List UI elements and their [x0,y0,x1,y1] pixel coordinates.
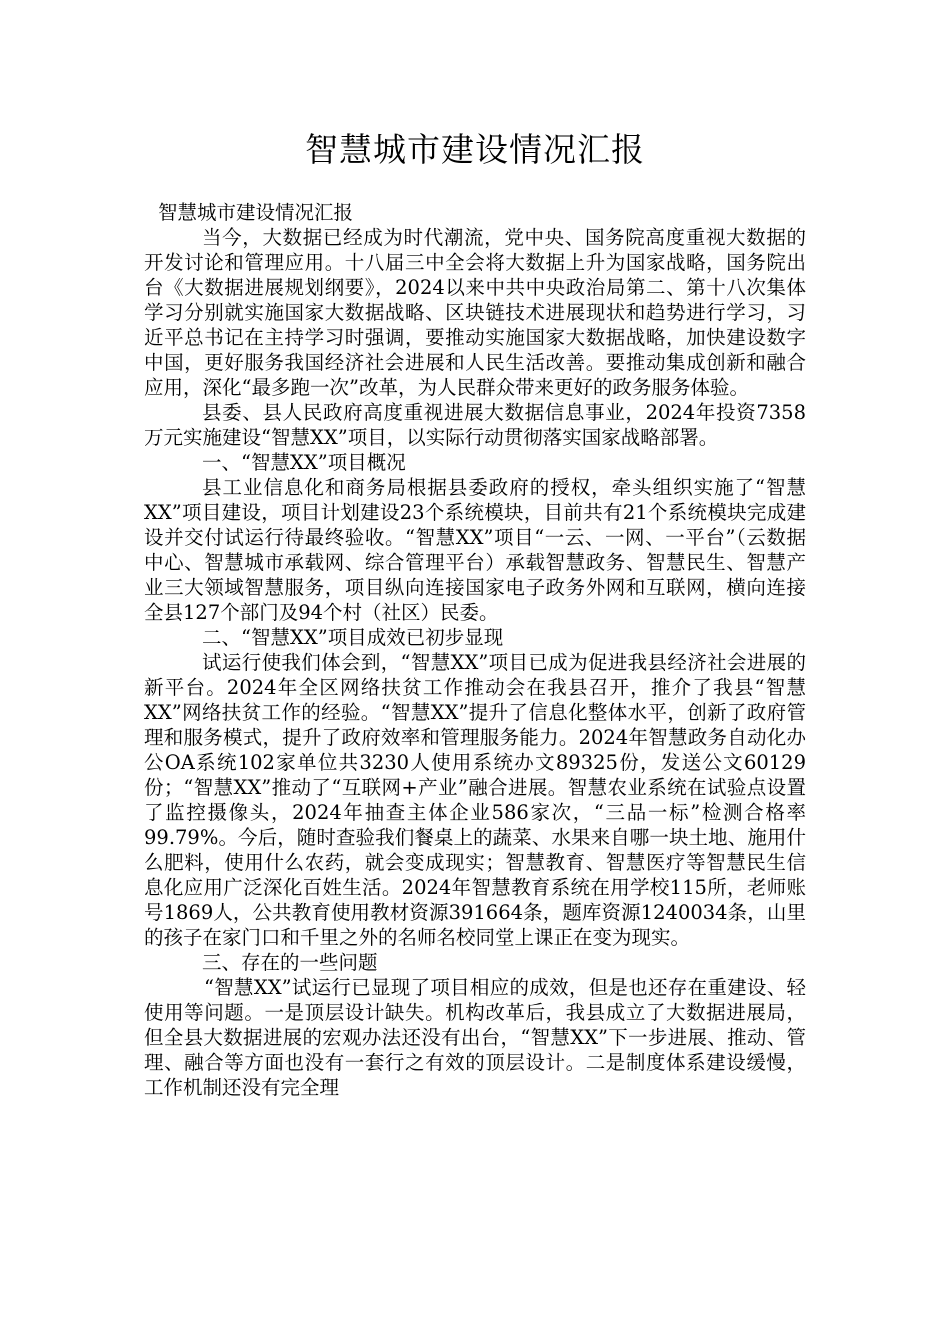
paragraph-problems: “智慧XX”试运行已显现了项目相应的成效，但是也还存在重建设、轻使用等问题。一是顶层设计缺失。机构改革后，我县成立了大数据进展局，但全县大数据进展的宏观办法还没有出台，“智慧XX”下一步进展、推动、管理、融合等方面也没有一套行之有效的顶层设计。二是制度体系建设缓慢，工作机制还没有完全理 [144,976,806,1099]
document-subtitle: 智慧城市建设情况汇报 [158,201,354,224]
section-heading-2: 二、“智慧XX”项目成效已初步显现 [202,626,504,649]
paragraph-overview: 县工业信息化和商务局根据县委政府的授权，牵头组织实施了“智慧XX”项目建设，项目计划建设23个系统模块，目前共有21个系统模块完成建设并交付试运行待最终验收。“智慧XX”项目“一云、一网、一平台”（云数据中心、智慧城市承载网、综合管理平台）承载智慧政务、智慧民生、智慧产业三大领域智慧服务，项目纵向连接国家电子政务外网和互联网，横向连接全县127个部门及94个村（社区）民委。 [144,476,806,624]
section-heading-3: 三、存在的一些问题 [202,951,378,974]
paragraph-results: 试运行使我们体会到，“智慧XX”项目已成为促进我县经济社会进展的新平台。2024年全区网络扶贫工作推动会在我县召开，推介了我县“智慧XX”网络扶贫工作的经验。“智慧XX”提升了信息化整体水平，创新了政府管理和服务模式，提升了政府效率和管理服务能力。2024年智慧政务自动化办公OA系统102家单位共3230人使用系统办文89325份，发送公文60129份；“智慧XX”推动了“互联网+产业”融合进展。智慧农业系统在试验点设置了监控摄像头，2024年抽查主体企业586家次，“三品一标”检测合格率99.79%。今后，随时查验我们餐桌上的蔬菜、水果来自哪一块土地、施用什么肥料，使用什么农药，就会变成现实；智慧教育、智慧医疗等智慧民生信息化应用广泛深化百姓生活。2024年智慧教育系统在用学校115所，老师账号1869人，公共教育使用教材资源391664条，题库资源1240034条，山里的孩子在家门口和千里之外的名师名校同堂上课正在变为现实。 [144,651,806,949]
paragraph-investment: 县委、县人民政府高度重视进展大数据信息事业，2024年投资7358万元实施建设“智慧XX”项目，以实际行动贯彻落实国家战略部署。 [144,401,806,449]
paragraph-intro: 当今，大数据已经成为时代潮流，党中央、国务院高度重视大数据的开发讨论和管理应用。十八届三中全会将大数据上升为国家战略，国务院出台《大数据进展规划纲要》，2024以来中共中央政治局第二、第十八次集体学习分别就实施国家大数据战略、区块链技术进展现状和趋势进行学习，习近平总书记在主持学习时强调，要推动实施国家大数据战略，加快建设数字中国，更好服务我国经济社会进展和人民生活改善。要推动集成创新和融合应用，深化“最多跑一次”改革，为人民群众带来更好的政务服务体验。 [144,226,806,399]
section-heading-1: 一、“智慧XX”项目概况 [202,451,406,474]
document-title: 智慧城市建设情况汇报 [305,130,645,169]
document-body [144,200,806,1100]
